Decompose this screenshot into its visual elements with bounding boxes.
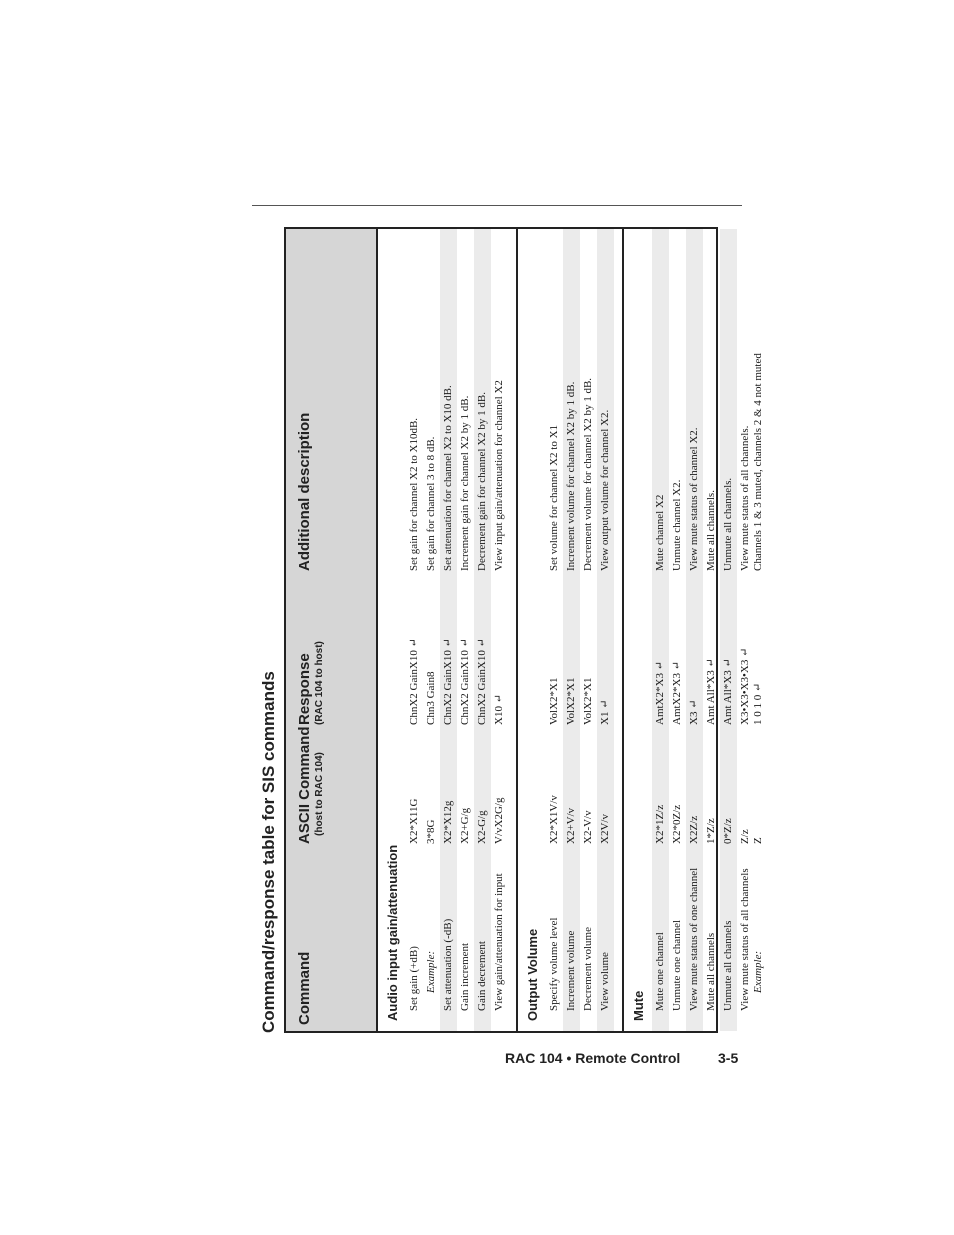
cell-description: Set gain for channel 3 to 8 dB. <box>425 436 437 571</box>
cell-description: Mute all channels. <box>705 490 717 571</box>
cell-command: Gain increment <box>459 942 471 1011</box>
header-ascii: ASCII Command <box>296 726 313 844</box>
cell-description <box>737 231 765 571</box>
cell-response: ChnX2 GainX10 ↵ <box>408 638 420 725</box>
cell-ascii: X2Z/z <box>688 815 700 844</box>
cell-response: Amt All*X3 ↵ <box>705 658 717 725</box>
cell-description: View input gain/attenuation for channel X2 <box>493 380 505 571</box>
cell-description: Increment gain for channel X2 by 1 dB. <box>459 395 471 571</box>
cell-command: View mute status of one channel <box>688 867 700 1011</box>
top-rule <box>252 205 742 206</box>
cell-response-line: X3•X3•X3•X3 ↵ <box>739 647 751 725</box>
cell-response: AmtX2*X3 ↵ <box>671 661 683 725</box>
cell-command: Mute all channels <box>705 932 717 1011</box>
table-row <box>491 229 508 1031</box>
cell-ascii: X2*X12g <box>442 800 454 844</box>
cell-description: Decrement gain for channel X2 by 1 dB. <box>476 392 488 571</box>
cell-command: Specify volume level <box>548 917 560 1011</box>
cell-ascii: 0*Z/z <box>722 818 734 844</box>
table-row <box>720 229 737 1031</box>
cell-ascii: X2+V/v <box>565 807 577 844</box>
cell-command: Unmute one channel <box>671 919 683 1011</box>
cell-response: Amt All*X3 ↵ <box>722 658 734 725</box>
cell-description: Set volume for channel X2 to X1 <box>548 424 560 571</box>
cell-response: Chn3 Gain8 <box>425 671 437 725</box>
cell-response: VolX2*X1 <box>548 677 560 725</box>
table-header <box>286 229 378 1031</box>
cell-command-example: Example: <box>752 950 764 993</box>
rotated-page-content <box>252 225 764 1033</box>
section-title-volume: Output Volume <box>525 928 540 1021</box>
cell-description: Unmute channel X2. <box>671 479 683 571</box>
cell-description: Set gain for channel X2 to X10dB. <box>408 417 420 571</box>
cell-response: ChnX2 GainX10 ↵ <box>442 638 454 725</box>
footer-product: RAC 104 • Remote Control <box>505 1050 681 1066</box>
page-title: Command/response table for SIS commands <box>259 671 278 1033</box>
cell-ascii: X2*X1V/v <box>548 795 560 844</box>
table-row <box>423 229 440 1031</box>
cell-command <box>737 836 765 1011</box>
cell-command: View gain/attenuation for input <box>493 873 505 1011</box>
table-row <box>597 229 614 1031</box>
cell-command-line: View mute status of all channels <box>739 868 751 1011</box>
table-row <box>669 229 686 1031</box>
cell-response: X10 ↵ <box>493 694 505 725</box>
cell-ascii: X2*X11G <box>408 798 420 844</box>
cell-ascii: 3*8G <box>425 819 437 844</box>
cell-ascii: X2*1Z/z <box>654 804 666 844</box>
cell-response: ChnX2 GainX10 ↵ <box>459 638 471 725</box>
section-title-gain: Audio input gain/attenuation <box>385 844 400 1021</box>
cell-command: Set attenuation (-dB) <box>442 918 454 1011</box>
header-command: Command <box>296 951 313 1025</box>
table-row <box>580 229 597 1031</box>
cell-command: View volume <box>599 952 611 1011</box>
cell-command: Set gain (+dB) <box>408 946 420 1011</box>
cell-ascii-example: Z <box>752 837 764 844</box>
table-row <box>563 229 580 1031</box>
cell-description: View mute status of channel X2. <box>688 427 700 571</box>
cell-command: Mute one channel <box>654 932 666 1011</box>
cell-ascii: X2*0Z/z <box>671 804 683 844</box>
cell-description: Decrement volume for channel X2 by 1 dB. <box>582 377 594 571</box>
cell-ascii: X2+G/g <box>459 807 471 844</box>
cell-response: VolX2*X1 <box>582 677 594 725</box>
table-body <box>378 229 767 1031</box>
sis-command-table <box>284 227 764 1033</box>
cell-ascii: 1*Z/z <box>705 818 717 844</box>
table-row <box>652 229 669 1031</box>
footer-page-number: 3-5 <box>718 1050 739 1066</box>
section-title-mute: Mute <box>631 990 646 1021</box>
cell-command: Decrement volume <box>582 927 594 1011</box>
header-description: Additional description <box>296 412 313 571</box>
cell-response: AmtX2*X3 ↵ <box>654 661 666 725</box>
cell-description: Increment volume for channel X2 by 1 dB. <box>565 381 577 571</box>
header-response: Response <box>296 653 313 725</box>
cell-ascii: X2-V/v <box>582 810 594 844</box>
table-row <box>546 229 563 1031</box>
cell-response-example: 1 0 1 0 ↵ <box>752 682 764 725</box>
cell-description-line: View mute status of all channels. <box>739 425 751 571</box>
table-row <box>406 229 423 1031</box>
header-ascii-sub: (host to RAC 104) <box>314 752 325 836</box>
table-row <box>440 229 457 1031</box>
cell-response: VolX2*X1 <box>565 677 577 725</box>
cell-response: X3 ↵ <box>688 699 700 725</box>
table-row <box>686 229 703 1031</box>
cell-ascii: X2V/v <box>599 814 611 844</box>
cell-response: ChnX2 GainX10 ↵ <box>476 638 488 725</box>
cell-ascii: V/vX2G/g <box>493 797 505 844</box>
cell-ascii: X2-G/g <box>476 810 488 844</box>
cell-description-example: Channels 1 & 3 muted, channels 2 & 4 not muted <box>752 353 764 571</box>
cell-command: Increment volume <box>565 930 577 1011</box>
cell-description: Set attenuation for channel X2 to X10 dB. <box>442 385 454 571</box>
cell-response: X1 ↵ <box>599 699 611 725</box>
cell-ascii <box>737 744 765 844</box>
cell-command: Gain decrement <box>476 941 488 1011</box>
cell-description: Unmute all channels. <box>722 477 734 571</box>
table-row <box>737 229 767 1031</box>
table-row <box>703 229 720 1031</box>
cell-ascii-line: Z/z <box>739 829 751 844</box>
table-row <box>457 229 474 1031</box>
cell-description: Mute channel X2 <box>654 494 666 571</box>
cell-command: Unmute all channels <box>722 920 734 1011</box>
cell-response <box>737 591 765 725</box>
header-response-sub: (RAC 104 to host) <box>314 641 325 725</box>
table-row <box>474 229 491 1031</box>
cell-description: View output volume for channel X2. <box>599 409 611 571</box>
cell-command: Example: <box>425 950 437 993</box>
